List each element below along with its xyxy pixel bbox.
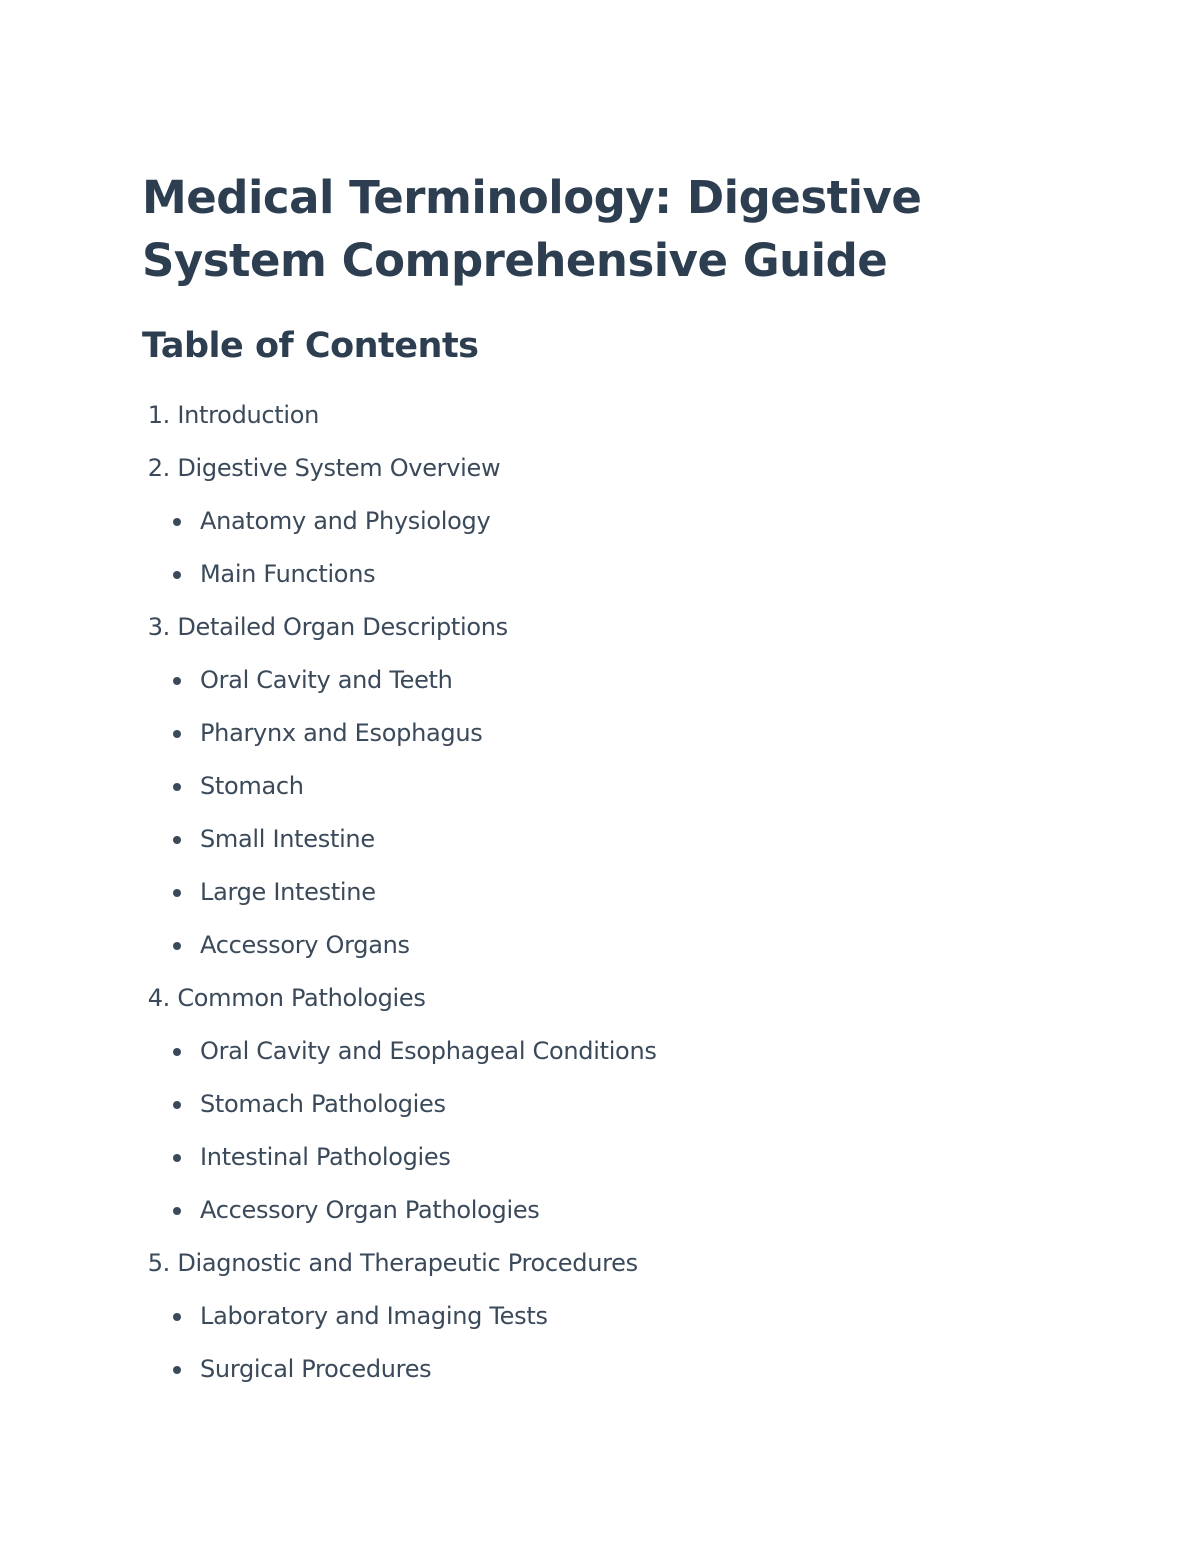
toc-entry[interactable] bbox=[142, 453, 1102, 483]
toc-entry-label: Introduction bbox=[177, 401, 320, 429]
toc-sublist bbox=[142, 1036, 1102, 1225]
document-title: Medical Terminology: Digestive System Comprehensive Guide bbox=[142, 171, 922, 287]
toc-entry-label: Common Pathologies bbox=[177, 984, 426, 1012]
toc-subentry[interactable] bbox=[142, 1036, 1102, 1066]
toc-subentry[interactable] bbox=[142, 506, 1102, 536]
bullet-icon bbox=[173, 730, 181, 738]
toc-section bbox=[142, 453, 1102, 589]
toc-section bbox=[142, 1248, 1102, 1384]
toc-entry[interactable] bbox=[142, 400, 1102, 430]
toc-entry-number: 1. bbox=[147, 401, 170, 429]
toc-entry[interactable] bbox=[142, 983, 1102, 1013]
bullet-icon bbox=[173, 1207, 181, 1215]
bullet-icon bbox=[173, 889, 181, 897]
toc-entry-label: Diagnostic and Therapeutic Procedures bbox=[177, 1249, 638, 1277]
bullet-icon bbox=[173, 1313, 181, 1321]
bullet-icon bbox=[173, 1154, 181, 1162]
toc-subentry-label: Accessory Organs bbox=[200, 931, 410, 959]
toc-subentry[interactable] bbox=[142, 930, 1102, 960]
toc-subentry[interactable] bbox=[142, 559, 1102, 589]
bullet-icon bbox=[173, 518, 181, 526]
toc-section bbox=[142, 983, 1102, 1225]
toc-subentry-label: Laboratory and Imaging Tests bbox=[200, 1302, 548, 1330]
toc-subentry[interactable] bbox=[142, 718, 1102, 748]
toc-entry-number: 2. bbox=[147, 454, 170, 482]
toc-entry[interactable] bbox=[142, 1248, 1102, 1278]
bullet-icon bbox=[173, 1048, 181, 1056]
bullet-icon bbox=[173, 836, 181, 844]
toc-subentry-label: Large Intestine bbox=[200, 878, 376, 906]
bullet-icon bbox=[173, 783, 181, 791]
toc-subentry-label: Pharynx and Esophagus bbox=[200, 719, 483, 747]
toc-section bbox=[142, 612, 1102, 960]
toc-subentry[interactable] bbox=[142, 771, 1102, 801]
toc-subentry-label: Stomach bbox=[200, 772, 304, 800]
toc-subentry-label: Intestinal Pathologies bbox=[200, 1143, 451, 1171]
toc-subentry[interactable] bbox=[142, 877, 1102, 907]
toc-entry-number: 4. bbox=[147, 984, 170, 1012]
bullet-icon bbox=[173, 1101, 181, 1109]
toc-subentry-label: Anatomy and Physiology bbox=[200, 507, 491, 535]
toc-sublist bbox=[142, 1301, 1102, 1384]
toc-subentry[interactable] bbox=[142, 1142, 1102, 1172]
bullet-icon bbox=[173, 571, 181, 579]
toc-entry-number: 5. bbox=[147, 1249, 170, 1277]
toc-subentry-label: Surgical Procedures bbox=[200, 1355, 432, 1383]
bullet-icon bbox=[173, 1366, 181, 1374]
bullet-icon bbox=[173, 942, 181, 950]
toc-sublist bbox=[142, 506, 1102, 589]
table-of-contents bbox=[142, 400, 1102, 1384]
toc-sublist bbox=[142, 665, 1102, 960]
toc-subentry[interactable] bbox=[142, 1301, 1102, 1331]
toc-heading: Table of Contents bbox=[142, 326, 479, 366]
toc-subentry-label: Oral Cavity and Esophageal Conditions bbox=[200, 1037, 657, 1065]
toc-subentry[interactable] bbox=[142, 1354, 1102, 1384]
toc-subentry[interactable] bbox=[142, 665, 1102, 695]
toc-entry[interactable] bbox=[142, 612, 1102, 642]
toc-subentry[interactable] bbox=[142, 1089, 1102, 1119]
document-page bbox=[142, 166, 1102, 1407]
bullet-icon bbox=[173, 677, 181, 685]
toc-entry-label: Digestive System Overview bbox=[177, 454, 501, 482]
toc-subentry-label: Small Intestine bbox=[200, 825, 375, 853]
toc-subentry-label: Accessory Organ Pathologies bbox=[200, 1196, 540, 1224]
toc-subentry[interactable] bbox=[142, 1195, 1102, 1225]
toc-subentry-label: Oral Cavity and Teeth bbox=[200, 666, 453, 694]
toc-entry-label: Detailed Organ Descriptions bbox=[177, 613, 508, 641]
toc-subentry-label: Stomach Pathologies bbox=[200, 1090, 446, 1118]
toc-subentry-label: Main Functions bbox=[200, 560, 376, 588]
toc-section bbox=[142, 400, 1102, 430]
toc-subentry[interactable] bbox=[142, 824, 1102, 854]
toc-entry-number: 3. bbox=[147, 613, 170, 641]
